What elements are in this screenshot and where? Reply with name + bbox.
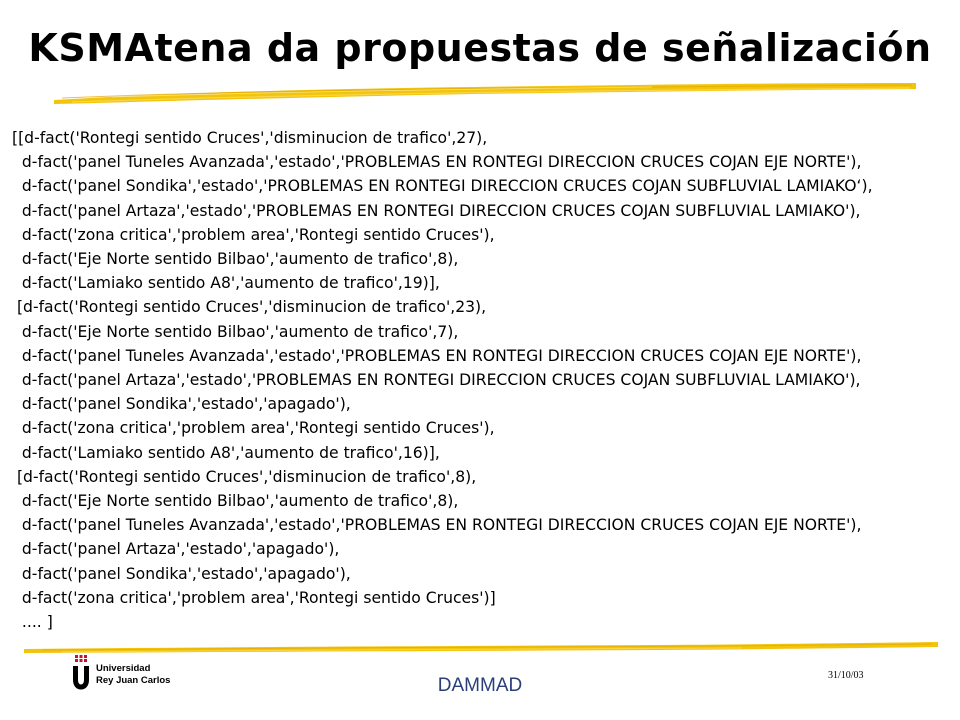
title-underline-brush (52, 80, 918, 104)
university-name-line1: Universidad (96, 663, 151, 674)
code-line: d-fact('panel Tuneles Avanzada','estado','PROBLEMAS EN RONTEGI DIRECCION CRUCES COJAN EJE NORTE'), (12, 153, 862, 172)
code-line: d-fact('panel Tuneles Avanzada','estado','PROBLEMAS EN RONTEGI DIRECCION CRUCES COJAN EJE NORTE'), (12, 516, 862, 535)
code-line: d-fact('panel Sondika','estado','apagado'), (12, 564, 351, 583)
footer-divider-brush (22, 638, 940, 654)
code-line: .... ] (12, 613, 53, 632)
code-line: d-fact('panel Sondika','estado','PROBLEMAS EN RONTEGI DIRECCION CRUCES COJAN SUBFLUVIAL LAMIAKO‘), (12, 177, 873, 196)
code-line: d-fact('Lamiako sentido A8','aumento de trafico',16)], (12, 443, 440, 462)
code-line: d-fact('panel Tuneles Avanzada','estado','PROBLEMAS EN RONTEGI DIRECCION CRUCES COJAN EJE NORTE'), (12, 346, 862, 365)
footer-date: 31/10/03 (828, 670, 864, 681)
code-line: d-fact('panel Artaza','estado','apagado'), (12, 540, 340, 559)
code-line: d-fact('panel Artaza','estado','PROBLEMAS EN RONTEGI DIRECCION CRUCES COJAN SUBFLUVIAL LAMIAKO'), (12, 201, 861, 220)
university-name-line2: Rey Juan Carlos (96, 675, 171, 686)
code-line: [d-fact('Rontegi sentido Cruces','disminucion de trafico',8), (12, 467, 477, 486)
code-line: d-fact('Eje Norte sentido Bilbao','aumento de trafico',8), (12, 250, 459, 269)
code-line: d-fact('Eje Norte sentido Bilbao','aumento de trafico',8), (12, 492, 459, 511)
code-line: [d-fact('Rontegi sentido Cruces','disminucion de trafico',23), (12, 298, 487, 317)
code-line: d-fact('Eje Norte sentido Bilbao','aumento de trafico',7), (12, 322, 459, 341)
code-line: d-fact('zona critica','problem area','Rontegi sentido Cruces'), (12, 419, 495, 438)
code-line: d-fact('Lamiako sentido A8','aumento de trafico',19)], (12, 274, 440, 293)
code-line: d-fact('panel Artaza','estado','PROBLEMAS EN RONTEGI DIRECCION CRUCES COJAN SUBFLUVIAL LAMIAKO'), (12, 371, 861, 390)
code-line: d-fact('zona critica','problem area','Rontegi sentido Cruces')] (12, 588, 496, 607)
footer-label: DAMMAD (437, 675, 523, 696)
code-line: d-fact('zona critica','problem area','Rontegi sentido Cruces'), (12, 225, 495, 244)
code-line: d-fact('panel Sondika','estado','apagado'), (12, 395, 351, 414)
dfact-list (12, 126, 952, 634)
slide-title: KSMAtena da propuestas de señalización (28, 26, 932, 70)
code-line: [[d-fact('Rontegi sentido Cruces','disminucion de trafico',27), (12, 129, 488, 147)
